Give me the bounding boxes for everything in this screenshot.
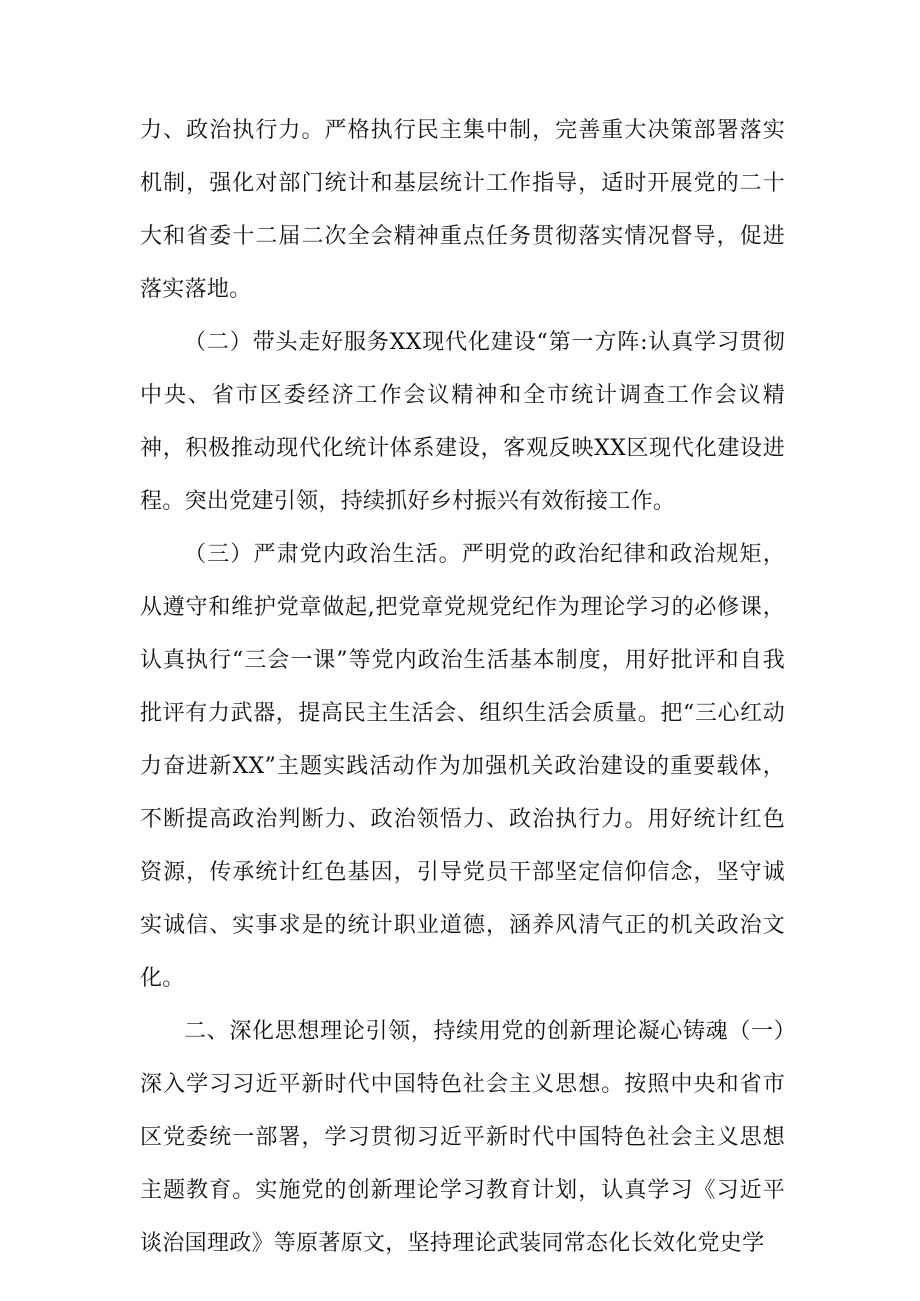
paragraph-section-3: （三）严肃党内政治生活。严明党的政治纪律和政治规矩，从遵守和维护党章做起,把党章党规党纪作为理论学习的必修课，认真执行“三会一课”等党内政治生活基本制度，用好批评和自我批评有力武器，提高民主生活会、组织生活会质量。把“三心红动力奋进新XX”主题实践活动作为加强机关政治建设的重要载体，不断提高政治判断力、政治领悟力、政治执行力。用好统计红色资源，传承统计红色基因，引导党员干部坚定信仰信念，坚守诚实诚信、实事求是的统计职业道德，涵养风清气正的机关政治文化。 xyxy=(140,542,785,991)
document-body xyxy=(140,104,785,1270)
paragraph-section-2: （二）带头走好服务XX现代化建设“第一方阵:认真学习贯彻中央、省市区委经济工作会议精神和全市统计调查工作会议精神，积极推动现代化统计体系建设，客观反映XX区现代化建设进程。突出党建引领，持续抓好乡村振兴有效衔接工作。 xyxy=(140,330,785,514)
paragraph-part-2: 二、深化思想理论引领，持续用党的创新理论凝心铸魂（一）深入学习习近平新时代中国特色社会主义思想。按照中央和省市区党委统一部署，学习贯彻习近平新时代中国特色社会主义思想主题教育。实施党的创新理论学习教育计划，认真学习《习近平谈治国理政》等原著原文，坚持理论武装同常态化长效化党史学 xyxy=(140,1019,785,1256)
paragraph-continuation: 力、政治执行力。严格执行民主集中制，完善重大决策部署落实机制，强化对部门统计和基层统计工作指导，适时开展党的二十大和省委十二届二次全会精神重点任务贯彻落实情况督导，促进落实落地。 xyxy=(140,118,785,302)
